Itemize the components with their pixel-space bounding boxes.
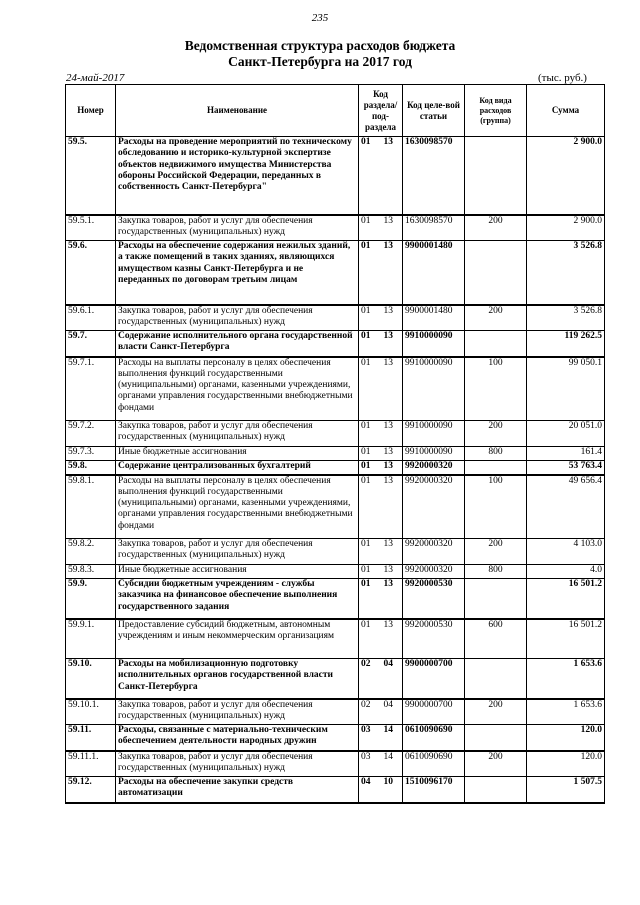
row-expense-type: 100 — [465, 357, 527, 421]
row-number: 59.7. — [66, 331, 116, 357]
row-subsection: 13 — [383, 565, 393, 575]
row-section-code — [359, 725, 403, 751]
row-section-code — [359, 305, 403, 331]
row-number: 59.8. — [66, 461, 116, 475]
row-number: 59.10.1. — [66, 699, 116, 725]
row-sum: 4 103.0 — [527, 539, 605, 565]
row-expense-type: 200 — [465, 305, 527, 331]
row-subsection: 13 — [383, 241, 393, 251]
row-section: 01 — [361, 461, 371, 471]
row-expense-type: 200 — [465, 699, 527, 725]
row-target-code: 9920000320 — [403, 539, 465, 565]
row-subsection: 13 — [383, 215, 393, 226]
row-section: 01 — [361, 421, 371, 431]
row-number: 59.5. — [66, 137, 116, 215]
row-number: 59.11.1. — [66, 751, 116, 777]
row-name: Закупка товаров, работ и услуг для обеспечения государственных (муниципальных) нужд — [116, 305, 359, 331]
row-section-code — [359, 539, 403, 565]
row-number: 59.6. — [66, 241, 116, 305]
budget-table — [65, 84, 605, 804]
page-number: 235 — [311, 12, 329, 24]
row-sum: 1 507.5 — [527, 777, 605, 803]
row-number: 59.8.2. — [66, 539, 116, 565]
row-section-code — [359, 579, 403, 619]
table-row — [66, 751, 605, 777]
row-name: Содержание централизованных бухгалтерий — [116, 461, 359, 475]
header-number: Номер — [66, 85, 116, 137]
row-name: Содержание исполнительного органа государственной власти Санкт-Петербурга — [116, 331, 359, 357]
row-section: 01 — [361, 357, 371, 368]
header-name: Наименование — [116, 85, 359, 137]
row-number: 59.8.3. — [66, 565, 116, 579]
row-name: Закупка товаров, работ и услуг для обеспечения государственных (муниципальных) нужд — [116, 751, 359, 777]
row-expense-type: 200 — [465, 215, 527, 241]
table-row — [66, 659, 605, 699]
table-row — [66, 447, 605, 461]
header-expense-type: Код вида расходов (группа) — [465, 85, 527, 137]
row-subsection: 13 — [383, 421, 393, 431]
document-title — [0, 38, 640, 70]
row-sum: 119 262.5 — [527, 331, 605, 357]
row-target-code: 9900000700 — [403, 699, 465, 725]
row-section-code — [359, 699, 403, 725]
table-row — [66, 619, 605, 659]
row-section: 04 — [361, 777, 371, 787]
row-target-code: 9910000090 — [403, 447, 465, 461]
row-sum: 3 526.8 — [527, 241, 605, 305]
row-expense-type: 200 — [465, 421, 527, 447]
row-expense-type — [465, 137, 527, 215]
row-section: 03 — [361, 725, 371, 735]
row-section: 01 — [361, 475, 371, 486]
row-name: Закупка товаров, работ и услуг для обеспечения государственных (муниципальных) нужд — [116, 421, 359, 447]
row-subsection: 14 — [383, 725, 393, 735]
document-date: 24-май-2017 — [66, 72, 125, 84]
row-subsection: 13 — [383, 357, 393, 368]
row-section: 01 — [361, 565, 371, 575]
row-subsection: 13 — [383, 539, 393, 549]
row-subsection: 04 — [383, 699, 393, 710]
row-target-code: 0610090690 — [403, 725, 465, 751]
table-row — [66, 137, 605, 215]
row-subsection: 13 — [383, 331, 393, 341]
table-row — [66, 475, 605, 539]
row-section-code — [359, 461, 403, 475]
row-section: 01 — [361, 241, 371, 251]
row-name: Закупка товаров, работ и услуг для обеспечения государственных (муниципальных) нужд — [116, 699, 359, 725]
table-row — [66, 461, 605, 475]
row-expense-type — [465, 331, 527, 357]
row-section-code — [359, 421, 403, 447]
header-section-code: Код раздела/ под-раздела — [359, 85, 403, 137]
row-section: 01 — [361, 137, 371, 147]
row-expense-type — [465, 241, 527, 305]
row-section: 01 — [361, 447, 371, 457]
table-row — [66, 305, 605, 331]
table-header-row — [66, 85, 605, 137]
row-expense-type: 800 — [465, 565, 527, 579]
row-section-code — [359, 777, 403, 803]
table-row — [66, 565, 605, 579]
row-sum: 120.0 — [527, 751, 605, 777]
row-number: 59.10. — [66, 659, 116, 699]
table-row — [66, 215, 605, 241]
row-sum: 2 900.0 — [527, 137, 605, 215]
row-section-code — [359, 331, 403, 357]
units-label: (тыс. руб.) — [538, 72, 587, 84]
table-row — [66, 357, 605, 421]
row-expense-type: 200 — [465, 539, 527, 565]
row-target-code: 9920000530 — [403, 579, 465, 619]
row-target-code: 1630098570 — [403, 215, 465, 241]
title-line-1: Ведомственная структура расходов бюджета — [184, 38, 456, 53]
row-expense-type: 800 — [465, 447, 527, 461]
row-name: Субсидии бюджетным учреждениям - службы заказчика на финансовое обеспечение выполнения государственного задания — [116, 579, 359, 619]
row-sum: 1 653.6 — [527, 659, 605, 699]
row-subsection: 13 — [383, 447, 393, 457]
row-name: Расходы на обеспечение содержания нежилых зданий, а также помещений в таких зданиях, являющихся имуществом казны Санкт-Петербурга и не переданных по договорам третьим лицам — [116, 241, 359, 305]
row-number: 59.8.1. — [66, 475, 116, 539]
row-target-code: 1630098570 — [403, 137, 465, 215]
row-target-code: 0610090690 — [403, 751, 465, 777]
row-expense-type: 600 — [465, 619, 527, 659]
row-number: 59.9.1. — [66, 619, 116, 659]
row-name: Расходы на выплаты персоналу в целях обеспечения выполнения функций государственными (муниципальными) органами, казенными учреждениями, органами управления государственными внебюджетными фондами — [116, 357, 359, 421]
row-sum: 99 050.1 — [527, 357, 605, 421]
row-subsection: 13 — [383, 137, 393, 147]
row-sum: 20 051.0 — [527, 421, 605, 447]
row-number: 59.7.3. — [66, 447, 116, 461]
row-section-code — [359, 447, 403, 461]
row-section: 02 — [361, 659, 371, 669]
row-section-code — [359, 565, 403, 579]
row-target-code: 9900001480 — [403, 241, 465, 305]
row-name: Расходы на обеспечение закупки средств автоматизации — [116, 777, 359, 803]
row-sum: 1 653.6 — [527, 699, 605, 725]
row-name: Закупка товаров, работ и услуг для обеспечения государственных (муниципальных) нужд — [116, 539, 359, 565]
row-section: 01 — [361, 305, 371, 316]
row-section-code — [359, 475, 403, 539]
row-sum: 16 501.2 — [527, 579, 605, 619]
row-sum: 161.4 — [527, 447, 605, 461]
row-section: 01 — [361, 579, 371, 589]
row-subsection: 10 — [383, 777, 393, 787]
row-section-code — [359, 751, 403, 777]
row-sum: 16 501.2 — [527, 619, 605, 659]
row-section: 01 — [361, 215, 371, 226]
row-target-code: 9920000320 — [403, 475, 465, 539]
row-section: 03 — [361, 751, 371, 762]
row-target-code: 9920000320 — [403, 461, 465, 475]
row-number: 59.7.2. — [66, 421, 116, 447]
table-row — [66, 331, 605, 357]
row-name: Иные бюджетные ассигнования — [116, 447, 359, 461]
row-section-code — [359, 241, 403, 305]
row-name: Закупка товаров, работ и услуг для обеспечения государственных (муниципальных) нужд — [116, 215, 359, 241]
row-expense-type — [465, 659, 527, 699]
row-section: 01 — [361, 539, 371, 549]
title-line-2: Санкт-Петербурга на 2017 год — [228, 54, 412, 69]
row-name: Расходы на проведение мероприятий по техническому обследованию и историко-культурной экспертизе объектов недвижимого имущества Министерства обороны Российской Федерации, переданных в собственность Санкт-Петербурга" — [116, 137, 359, 215]
row-subsection: 13 — [383, 619, 393, 630]
row-subsection: 13 — [383, 475, 393, 486]
row-target-code: 9900001480 — [403, 305, 465, 331]
row-subsection: 04 — [383, 659, 393, 669]
row-section: 01 — [361, 331, 371, 341]
row-target-code: 9910000090 — [403, 421, 465, 447]
row-subsection: 13 — [383, 579, 393, 589]
row-number: 59.6.1. — [66, 305, 116, 331]
table-row — [66, 539, 605, 565]
table-row — [66, 699, 605, 725]
row-target-code: 9920000530 — [403, 619, 465, 659]
row-sum: 2 900.0 — [527, 215, 605, 241]
row-section-code — [359, 215, 403, 241]
header-sum: Сумма — [527, 85, 605, 137]
row-section-code — [359, 357, 403, 421]
row-expense-type — [465, 777, 527, 803]
row-name: Расходы на выплаты персоналу в целях обеспечения выполнения функций государственными (муниципальными) органами, казенными учреждениями, органами управления государственными внебюджетными фондами — [116, 475, 359, 539]
row-number: 59.9. — [66, 579, 116, 619]
row-target-code: 9900000700 — [403, 659, 465, 699]
row-target-code: 1510096170 — [403, 777, 465, 803]
row-subsection: 13 — [383, 305, 393, 316]
row-subsection: 14 — [383, 751, 393, 762]
row-sum: 53 763.4 — [527, 461, 605, 475]
table-row — [66, 579, 605, 619]
row-number: 59.11. — [66, 725, 116, 751]
row-target-code: 9920000320 — [403, 565, 465, 579]
row-name: Предоставление субсидий бюджетным, автономным учреждениям и иным некоммерческим организациям — [116, 619, 359, 659]
header-target-code: Код целе-вой статьи — [403, 85, 465, 137]
row-expense-type — [465, 461, 527, 475]
row-subsection: 13 — [383, 461, 393, 471]
row-name: Расходы, связанные с материально-техническим обеспечением деятельности народных дружин — [116, 725, 359, 751]
row-sum: 4.0 — [527, 565, 605, 579]
table-row — [66, 421, 605, 447]
row-number: 59.5.1. — [66, 215, 116, 241]
row-section: 01 — [361, 619, 371, 630]
row-section-code — [359, 659, 403, 699]
table-row — [66, 777, 605, 803]
row-target-code: 9910000090 — [403, 357, 465, 421]
row-target-code: 9910000090 — [403, 331, 465, 357]
row-number: 59.12. — [66, 777, 116, 803]
row-section-code — [359, 619, 403, 659]
table-row — [66, 241, 605, 305]
row-sum: 120.0 — [527, 725, 605, 751]
row-section: 02 — [361, 699, 371, 710]
row-expense-type: 200 — [465, 751, 527, 777]
row-sum: 3 526.8 — [527, 305, 605, 331]
table-row — [66, 725, 605, 751]
row-number: 59.7.1. — [66, 357, 116, 421]
row-sum: 49 656.4 — [527, 475, 605, 539]
row-expense-type — [465, 579, 527, 619]
row-name: Расходы на мобилизационную подготовку исполнительных органов государственной власти Санкт-Петербурга — [116, 659, 359, 699]
row-name: Иные бюджетные ассигнования — [116, 565, 359, 579]
row-section-code — [359, 137, 403, 215]
row-expense-type: 100 — [465, 475, 527, 539]
row-expense-type — [465, 725, 527, 751]
